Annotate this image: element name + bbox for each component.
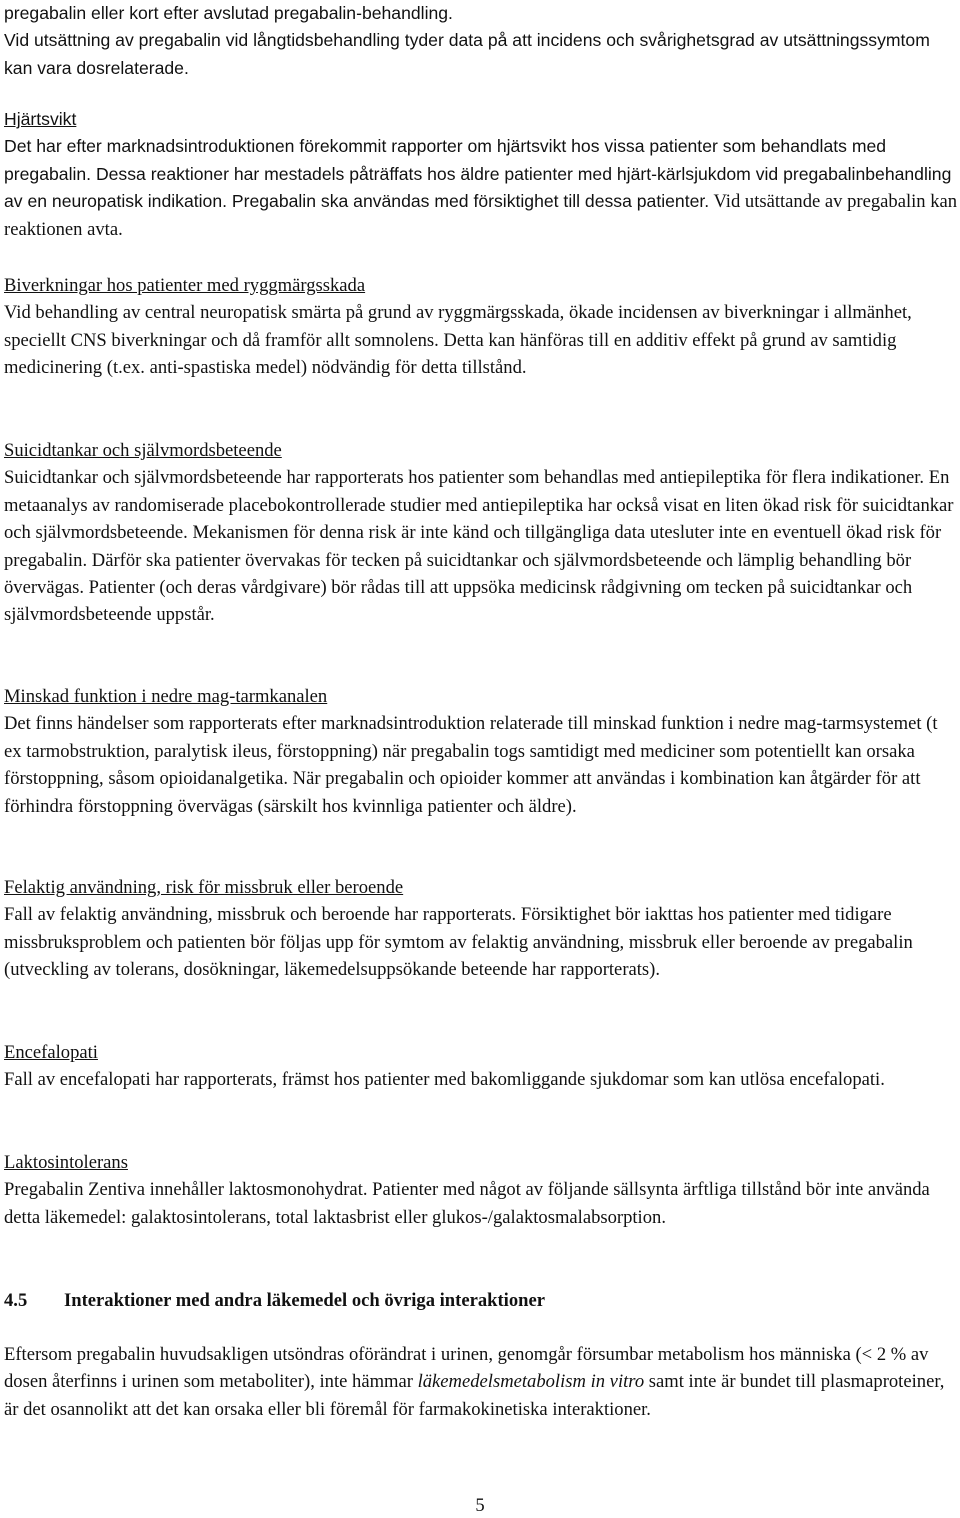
laktos-heading: Laktosintolerans [4,1152,128,1173]
missbruk-section [4,874,958,984]
intro-block [4,0,958,82]
laktos-text: Pregabalin Zentiva innehåller laktosmonohydrat. Patienter med något av följande sällsynta ärftliga tillstånd bör inte använda detta läkemedel: galaktosintolerans, total laktasbrist eller glukos-/galaktosmalabsorption. [4,1179,930,1228]
ryggmargsskada-text: Vid behandling av central neuropatisk smärta på grund av ryggmärgsskada, ökade incidensen av biverkningar i allmänhet, speciellt CNS biverkningar och då framför allt somnolens. Detta kan hänföras till en additiv effekt på grund av samtidig medicinering (t.ex. anti-spastiska medel) nödvändig för detta tillstånd. [4,302,912,379]
missbruk-text: Fall av felaktig användning, missbruk och beroende har rapporterats. Försiktighet bör iakttas hos patienter med tidigare missbruksproblem och patienten bör följas upp för symtom av felaktig användning, missbruk eller beroende av pregabalin (utveckling av tolerans, dosökningar, läkemedelsuppsökande beteende har rapporterats). [4,904,913,981]
page-number: 5 [475,1495,485,1516]
intro-line-2: Vid utsättning av pregabalin vid långtidsbehandling tyder data på att incidens och svårighetsgrad av utsättningssymtom kan vara dosrelaterade. [4,30,930,78]
section-4-5-body [4,1341,958,1423]
encefalopati-text: Fall av encefalopati har rapporterats, främst hos patienter med bakomliggande sjukdomar som kan utlösa encefalopati. [4,1069,885,1091]
section-4-5-text [4,1341,958,1423]
hjartsvikt-sans-text: Det har efter marknadsintroduktionen förekommit rapporter om hjärtsvikt hos vissa patienter som behandlats med pregabalin. Dessa reaktioner har mestadels påträffats hos äldre patienter med hjärt-kärlsjukdom vid pregabalinbehandling av en neuropatisk indikation. Pregabalin ska användas med försiktighet till dessa patienter. [4,136,952,212]
section-4-5-text-italic: läkemedelsmetabolism in vitro [417,1371,645,1393]
hjartsvikt-text [4,133,958,243]
section-4-5-text-after: samt inte är bundet till plasmaproteiner, är det osannolikt att det kan orsaka eller bli föremål för farmakokinetiska interaktioner. [4,1371,945,1420]
suicid-text: Suicidtankar och självmordsbeteende har rapporterats hos patienter som behandlas med antiepileptika för flera indikationer. En metaanalys av randomiserade placebokontrollerade studier med antiepileptika har också visat en liten ökad risk för suicidtankar och självmordsbeteende. Mekanismen för denna risk är inte känd och tillgängliga data utesluter inte en eventuell ökad risk för pregabalin. Därför ska patienter övervakas för tecken på suicidtankar och självmordsbeteende och lämplig behandling bör övervägas. Patienter (och deras vårdgivare) bör rådas till att uppsöka medicinsk rådgivning om tecken på suicidtankar och självmordsbeteende uppstår. [4,467,954,626]
hjartsvikt-serif-text: Vid utsättande av pregabalin kan reaktionen avta. [4,191,958,240]
missbruk-heading: Felaktig användning, risk för missbruk eller beroende [4,877,404,898]
section-4-5-text-before: Eftersom pregabalin huvudsakligen utsöndras oförändrat i urinen, genomgår försumbar metabolism hos människa (< 2 % av dosen återfinns i urinen som metaboliter), inte hämmar [4,1344,929,1393]
hjartsvikt-section [4,106,958,243]
suicid-heading: Suicidtankar och självmordsbeteende [4,440,282,461]
hjartsvikt-heading: Hjärtsvikt [4,109,77,129]
encefalopati-heading: Encefalopati [4,1042,98,1063]
laktos-section [4,1149,958,1231]
ryggmargsskada-heading: Biverkningar hos patienter med ryggmärgsskada [4,275,366,296]
section-number: 4.5 [4,1290,28,1311]
section-title: Interaktioner med andra läkemedel och övriga interaktioner [64,1290,545,1311]
encefalopati-section [4,1039,958,1094]
section-heading [4,1287,958,1314]
ryggmargsskada-section [4,272,958,382]
section-4-5 [4,1287,958,1314]
magtarm-text: Det finns händelser som rapporterats efter marknadsintroduktion relaterade till minskad funktion i nedre mag-tarmsystemet (t ex tarmobstruktion, paralytisk ileus, förstoppning) när pregabalin togs samtidigt med mediciner som potentiellt kan orsaka förstoppning, såsom opioidanalgetika. När pregabalin och opioider kommer att användas i kombination kan åtgärder för att förhindra förstoppning övervägas (särskilt hos kvinnliga patienter och äldre). [4,713,938,817]
suicid-section [4,437,958,629]
intro-line-1: pregabalin eller kort efter avslutad pregabalin-behandling. [4,3,453,23]
magtarm-heading: Minskad funktion i nedre mag-tarmkanalen [4,686,328,707]
magtarm-section [4,683,958,820]
